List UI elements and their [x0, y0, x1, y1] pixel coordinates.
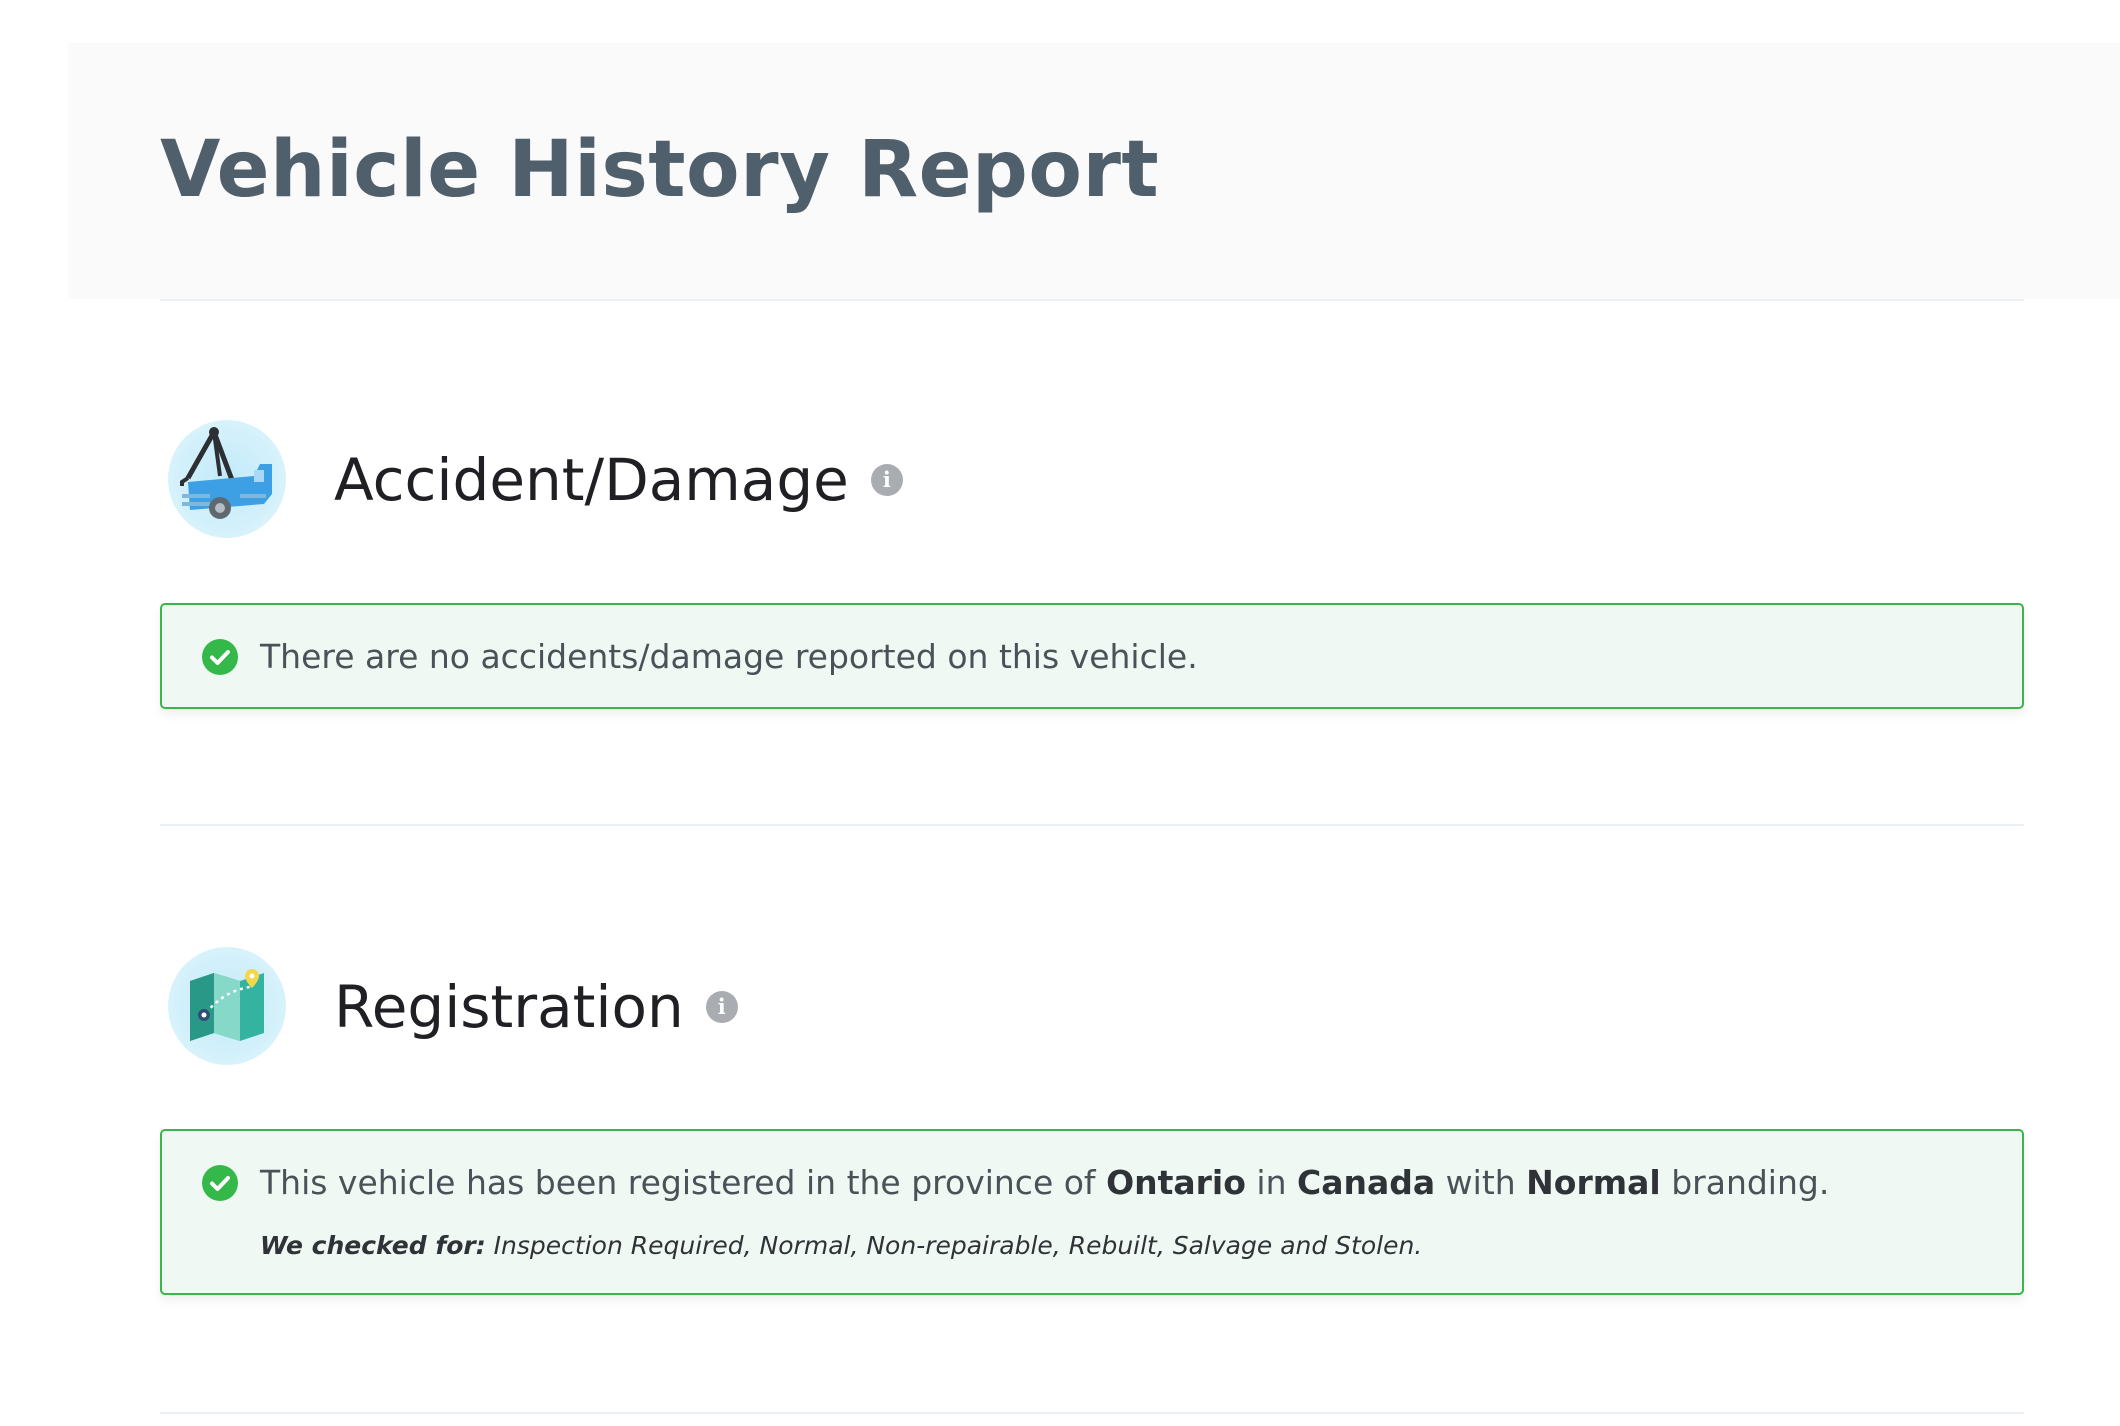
section-divider — [160, 824, 2024, 826]
registration-title — [334, 973, 738, 1041]
accident-status-row — [202, 637, 1198, 676]
registration-checked-for — [260, 1231, 1422, 1260]
section-divider — [160, 1412, 2024, 1414]
registration-branding: Normal — [1526, 1163, 1661, 1202]
tow-truck-icon — [168, 420, 286, 538]
registration-connector-with: with — [1445, 1163, 1516, 1202]
accident-status-message: There are no accidents/damage reported on this vehicle. — [260, 637, 1198, 676]
registration-message-suffix: branding. — [1671, 1163, 1830, 1202]
check-circle-icon — [202, 639, 238, 675]
accident-info-icon[interactable]: i — [871, 464, 903, 496]
registration-status-message — [260, 1163, 1829, 1202]
registration-info-icon[interactable]: i — [706, 991, 738, 1023]
registration-province: Ontario — [1106, 1163, 1246, 1202]
section-divider — [160, 299, 2024, 301]
check-circle-icon — [202, 1165, 238, 1201]
accident-damage-title-text: Accident/Damage — [334, 446, 849, 514]
checked-for-list: Inspection Required, Normal, Non-repairable, Rebuilt, Salvage and Stolen. — [493, 1231, 1423, 1260]
checked-for-label: We checked for: — [260, 1231, 486, 1260]
registration-status-row — [202, 1163, 1829, 1202]
report-header — [68, 43, 2120, 299]
accident-damage-title — [334, 446, 903, 514]
registration-title-text: Registration — [334, 973, 684, 1041]
map-icon — [168, 947, 286, 1065]
registration-status-alert — [160, 1129, 2024, 1295]
registration-connector-in: in — [1256, 1163, 1287, 1202]
accident-status-alert — [160, 603, 2024, 709]
registration-country: Canada — [1297, 1163, 1436, 1202]
registration-message-prefix: This vehicle has been registered in the province of — [260, 1163, 1096, 1202]
page-title: Vehicle History Report — [160, 125, 1160, 215]
